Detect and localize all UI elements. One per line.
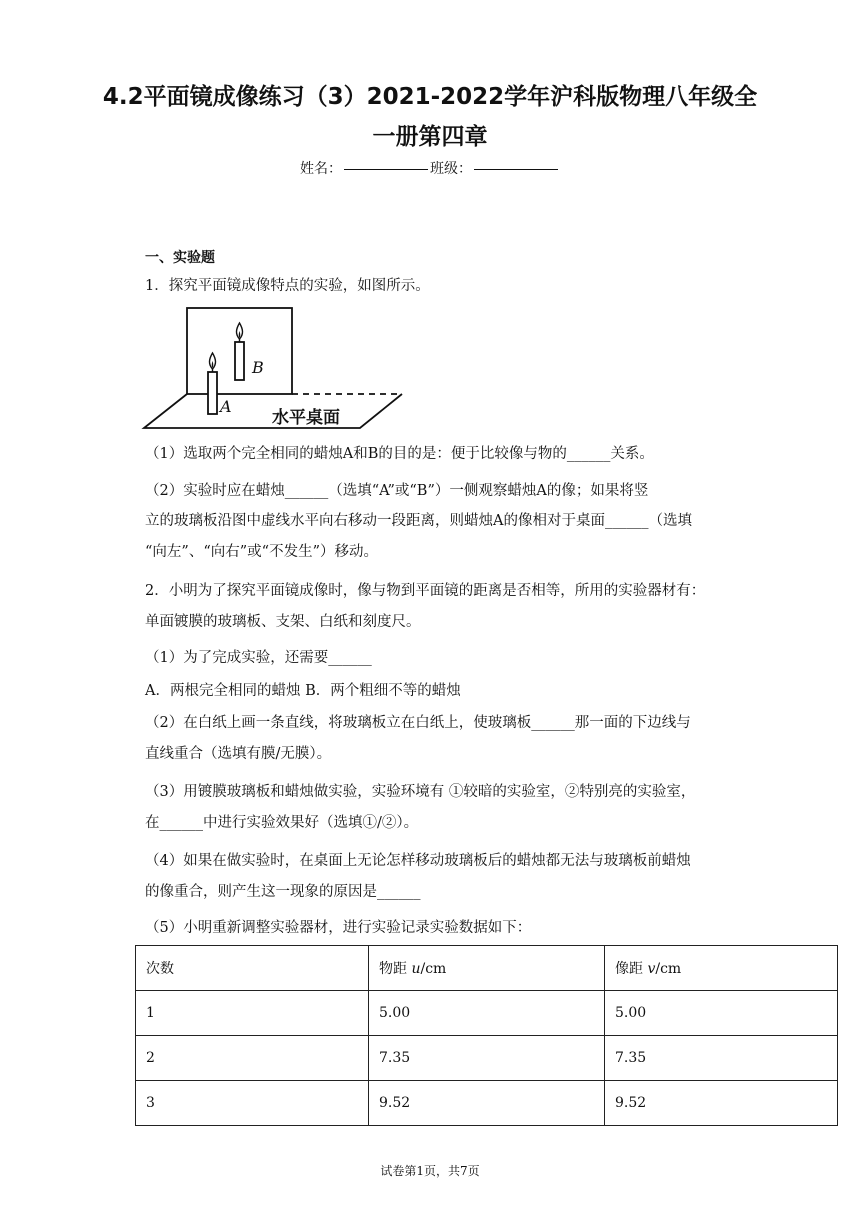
header-image-distance: 像距 v/cm xyxy=(605,946,838,991)
label-b: B xyxy=(252,358,264,377)
q2-part2-line2: 直线重合（选填有膜/无膜）。 xyxy=(145,746,332,762)
q1-part2-line3: “向左”、“向右”或“不发生”）移动。 xyxy=(145,544,378,560)
table-label: 水平桌面 xyxy=(272,408,340,428)
candle-b xyxy=(235,342,244,380)
q2-part5: （5）小明重新调整实验器材，进行实验记录实验数据如下： xyxy=(145,920,532,936)
student-info-line xyxy=(0,158,860,178)
q2-part1: （1）为了完成实验，还需要______ xyxy=(145,650,372,666)
q2-part3-line2: 在______中进行实验效果好（选填①/②）。 xyxy=(145,815,419,831)
question-1-stem: 1．探究平面镜成像特点的实验，如图所示。 xyxy=(145,278,430,294)
section-heading: 一、实验题 xyxy=(145,250,215,266)
document-title-line2: 一册第四章 xyxy=(372,124,488,150)
table-header-row xyxy=(136,946,838,991)
cell-object-distance: 9.52 xyxy=(369,1081,605,1126)
plane-mirror-experiment-figure xyxy=(140,306,404,434)
q1-part2-line2: 立的玻璃板沿图中虚线水平向右移动一段距离，则蜡烛A的像相对于桌面______（选填 xyxy=(145,513,692,529)
question-2-stem-line2: 单面镀膜的玻璃板、支架、白纸和刻度尺。 xyxy=(145,614,421,630)
page-footer: 试卷第1页，共7页 xyxy=(380,1164,480,1178)
q2-part3-line1: （3）用镀膜玻璃板和蜡烛做实验，实验环境有 ①较暗的实验室，②特别亮的实验室， xyxy=(145,784,696,800)
q1-part1: （1）选取两个完全相同的蜡烛A和B的目的是：便于比较像与物的______关系。 xyxy=(145,446,654,462)
name-label: 姓名： xyxy=(300,161,342,177)
class-label: 班级： xyxy=(430,161,472,177)
name-blank[interactable] xyxy=(344,169,428,170)
table-row xyxy=(136,991,838,1036)
header-count: 次数 xyxy=(136,946,369,991)
q2-part1-options: A．两根完全相同的蜡烛 B．两个粗细不等的蜡烛 xyxy=(145,683,461,699)
q1-part2-line1: （2）实验时应在蜡烛______（选填“A”或“B”）一侧观察蜡烛A的像；如果将竖 xyxy=(145,483,649,499)
cell-image-distance: 9.52 xyxy=(605,1081,838,1126)
cell-image-distance: 7.35 xyxy=(605,1036,838,1081)
table-row xyxy=(136,1036,838,1081)
candle-a xyxy=(208,372,217,414)
cell-image-distance: 5.00 xyxy=(605,991,838,1036)
cell-count: 1 xyxy=(136,991,369,1036)
q2-part4-line1: （4）如果在做实验时，在桌面上无论怎样移动玻璃板后的蜡烛都无法与玻璃板前蜡烛 xyxy=(145,853,691,869)
cell-count: 3 xyxy=(136,1081,369,1126)
cell-object-distance: 7.35 xyxy=(369,1036,605,1081)
document-title-line1: 4.2平面镜成像练习（3）2021-2022学年沪科版物理八年级全 xyxy=(102,84,758,110)
header-object-distance: 物距 u/cm xyxy=(369,946,605,991)
class-blank[interactable] xyxy=(474,169,558,170)
cell-object-distance: 5.00 xyxy=(369,991,605,1036)
table-row xyxy=(136,1081,838,1126)
q2-part2-line1: （2）在白纸上画一条直线，将玻璃板立在白纸上，使玻璃板______那一面的下边线与 xyxy=(145,715,691,731)
label-a: A xyxy=(220,397,232,416)
question-2-stem-line1: 2．小明为了探究平面镜成像时，像与物到平面镜的距离是否相等，所用的实验器材有： xyxy=(145,583,706,599)
q2-part4-line2: 的像重合，则产生这一现象的原因是______ xyxy=(145,884,421,900)
cell-count: 2 xyxy=(136,1036,369,1081)
data-table xyxy=(135,945,838,1126)
